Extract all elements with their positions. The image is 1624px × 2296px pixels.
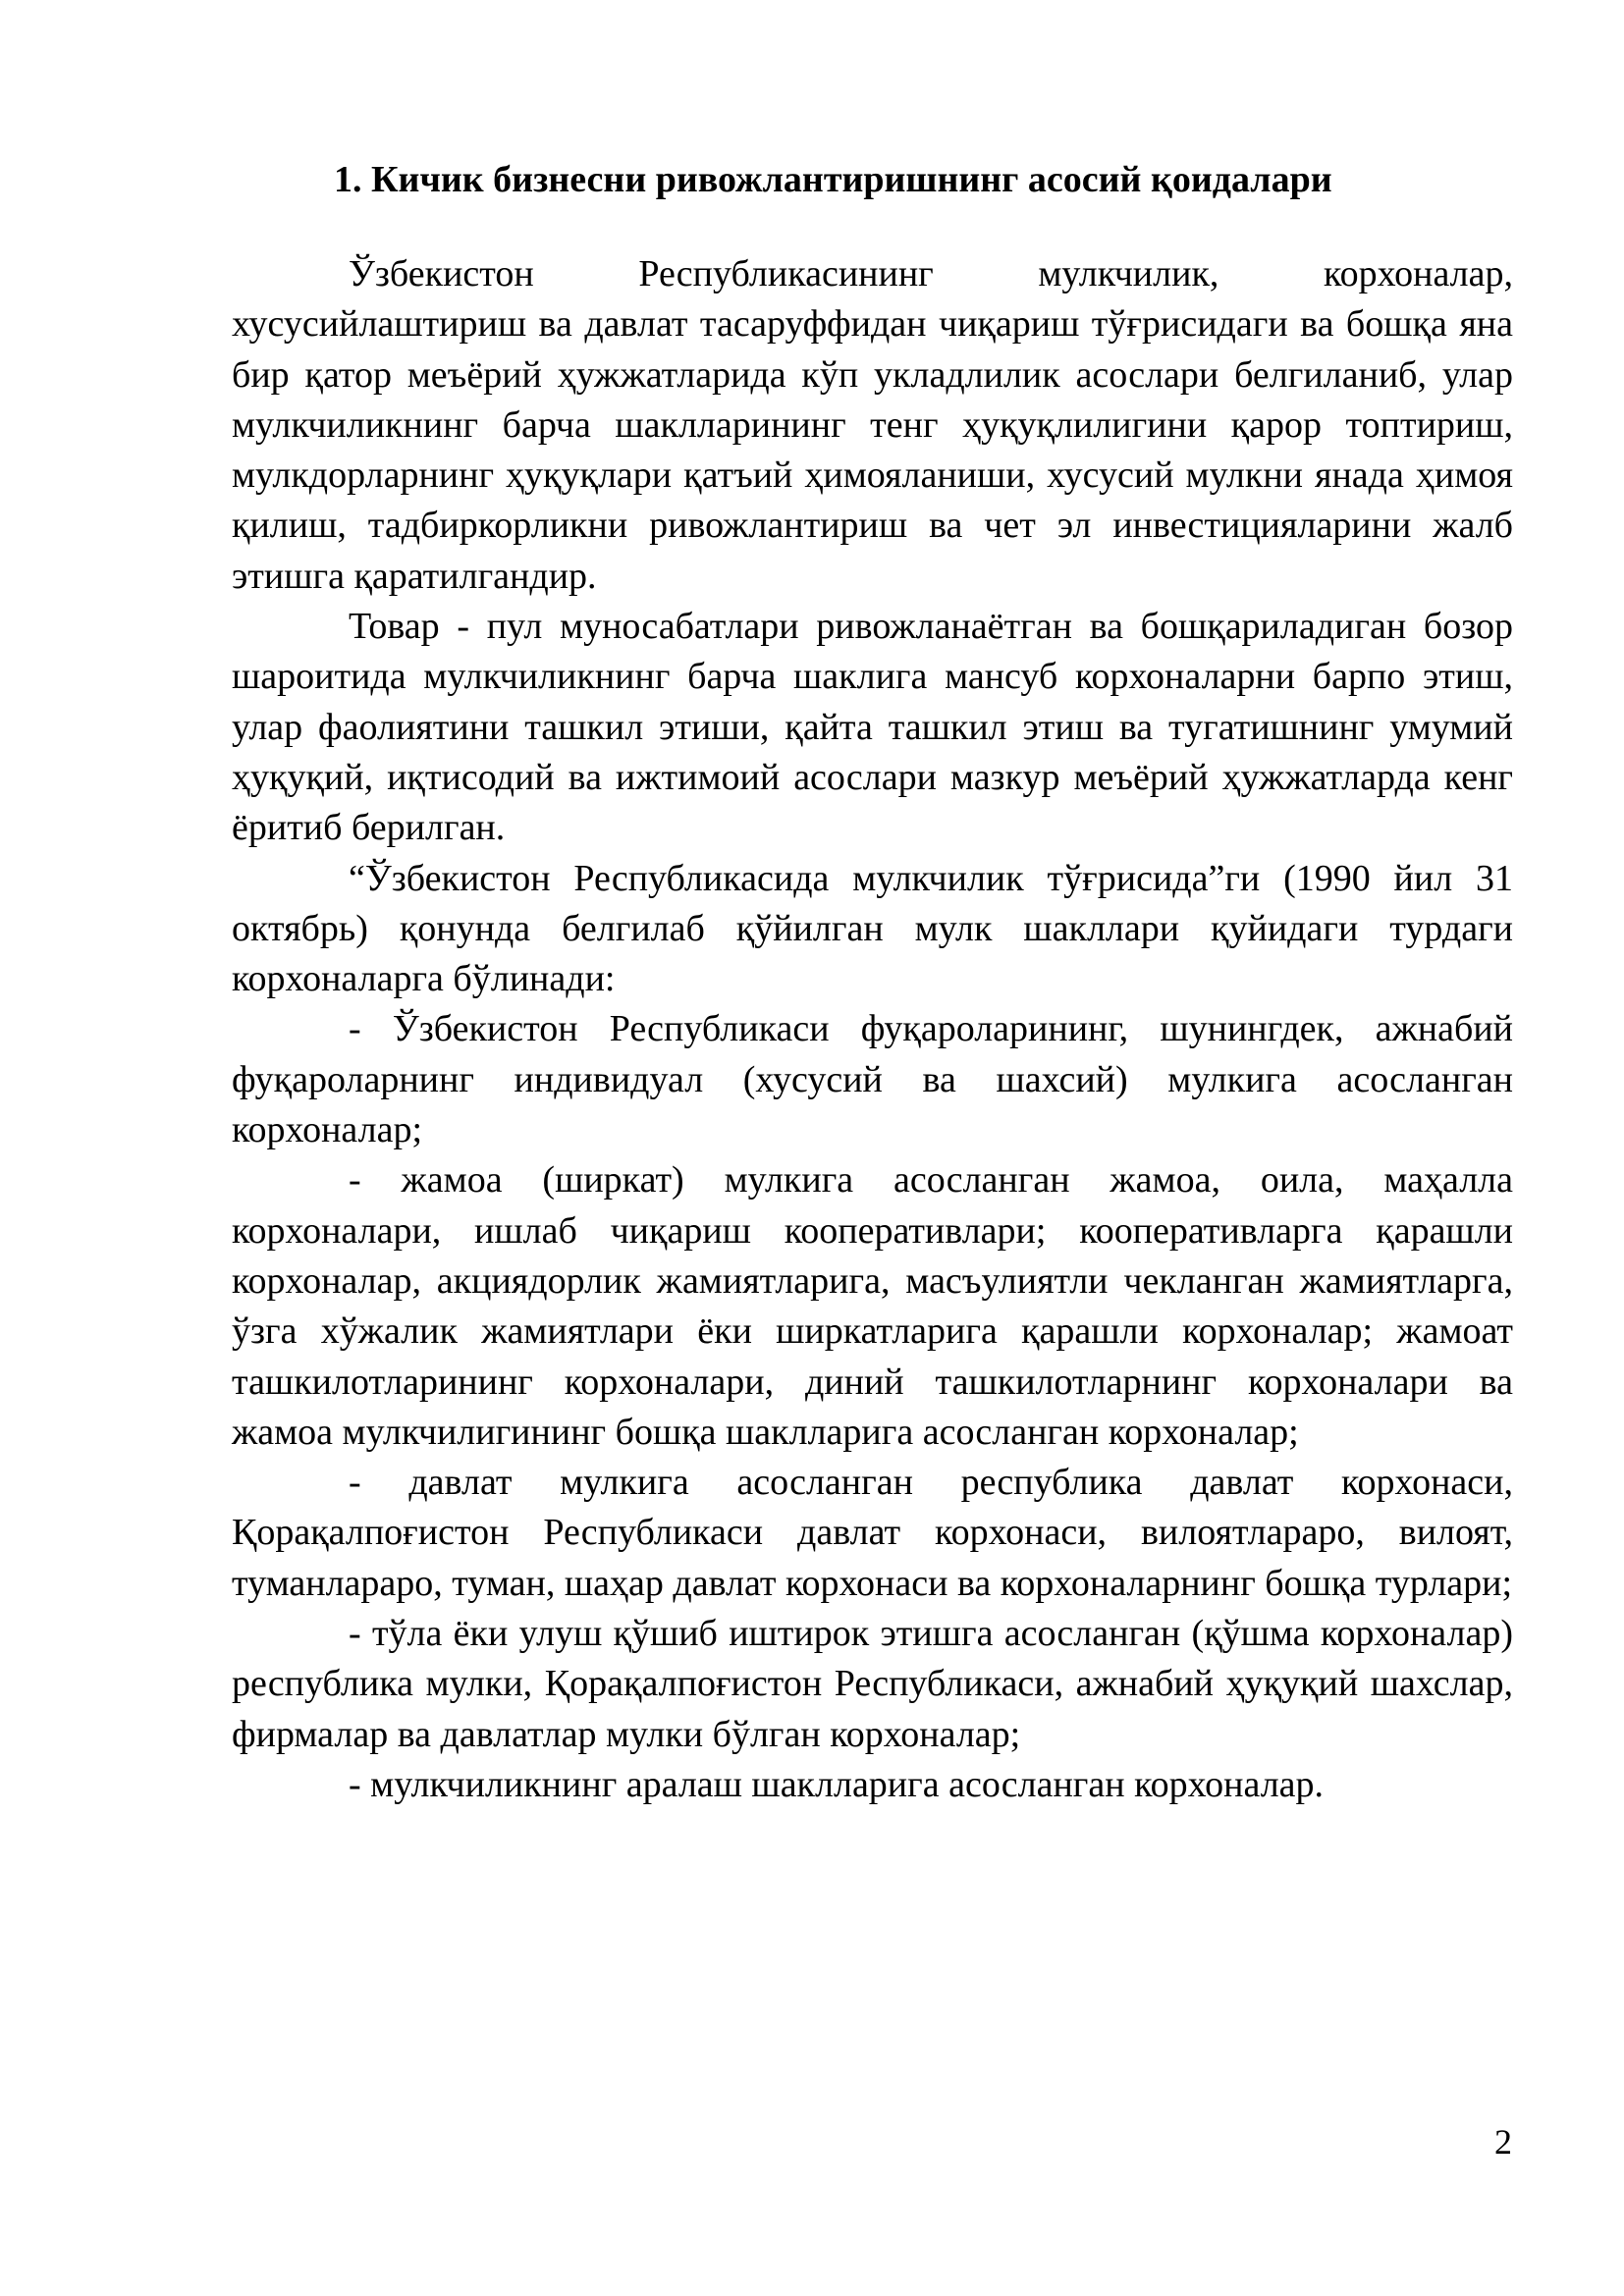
page-number: 2 bbox=[1494, 2122, 1512, 2162]
list-item-joint-ventures: - тўла ёки улуш қўшиб иштирок этишга асосланган (қўшма корхоналар) республика мулки, Қорақалпоғистон Республикаси, ажнабий ҳуқуқий шахслар, фирмалар ва давлатлар мулки бўлган корхоналар; bbox=[232, 1613, 1513, 1755]
paragraph-intro: Ўзбекистон Республикасининг мулкчилик, корхоналар, хусусийлаштириш ва давлат тасаруффидан чиқариш тўғрисидаги ва бошқа яна бир қатор меъёрий ҳужжатларида кўп укладлилик асослари белгиланиб, улар мулкчиликнинг барча шаклларининг тенг ҳуқуқлилигини қарор топтириш, мулкдорларнинг ҳуқуқлари қатъий ҳимояланиши, хусусий мулкни янада ҳимоя қилиш, тадбиркорликни ривожлантириш ва чет эл инвестицияларини жалб этишга қаратилгандир. bbox=[232, 253, 1513, 597]
list-item-collective-property: - жамоа (ширкат) мулкига асосланган жамоа, оила, маҳалла корхоналари, ишлаб чиқариш кооперативлари; кооперативларга қарашли корхоналар, акциядорлик жамиятларига, масъулиятли чекланган жамиятларга, ўзга хўжалик жамиятлари ёки ширкатларига қарашли корхоналар; жамоат ташкилотларининг корхоналари, диний ташкилотларнинг корхоналари ва жамоа мулкчилигининг бошқа шаклларига асосланган корхоналар; bbox=[232, 1159, 1513, 1453]
paragraph-law-reference: “Ўзбекистон Республикасида мулкчилик тўғрисида”ги (1990 йил 31 октябрь) қонунда белгилаб қўйилган мулк шакллари қуйидаги турдаги корхоналарга бўлинади: bbox=[232, 857, 1513, 1000]
paragraph-market: Товар - пул муносабатлари ривожланаётган ва бошқариладиган бозор шароитида мулкчиликнинг барча шаклига мансуб корхоналарни барпо этиш, улар фаолиятини ташкил этиши, қайта ташкил этиш ва тугатишнинг умумий ҳуқуқий, иқтисодий ва ижтимоий асослари мазкур меъёрий ҳужжатларда кенг ёритиб берилган. bbox=[232, 606, 1513, 849]
section-heading: 1. Кичик бизнесни ривожлантиришнинг асосий қоидалари bbox=[334, 159, 1332, 200]
body-text bbox=[232, 249, 1513, 1810]
list-item-mixed-property: - мулкчиликнинг аралаш шаклларига асосланган корхоналар. bbox=[349, 1763, 1325, 1805]
list-item-state-property: - давлат мулкига асосланган республика давлат корхонаси, Қорақалпоғистон Республикаси давлат корхонаси, вилоятлараро, вилоят, туманлараро, туман, шаҳар давлат корхонаси ва корхоналарнинг бошқа турлари; bbox=[232, 1462, 1513, 1604]
list-item-individual-property: - Ўзбекистон Республикаси фуқароларининг, шунингдек, ажнабий фуқароларнинг индивидуал (хусусий ва шахсий) мулкига асосланган корхоналар; bbox=[232, 1008, 1513, 1151]
